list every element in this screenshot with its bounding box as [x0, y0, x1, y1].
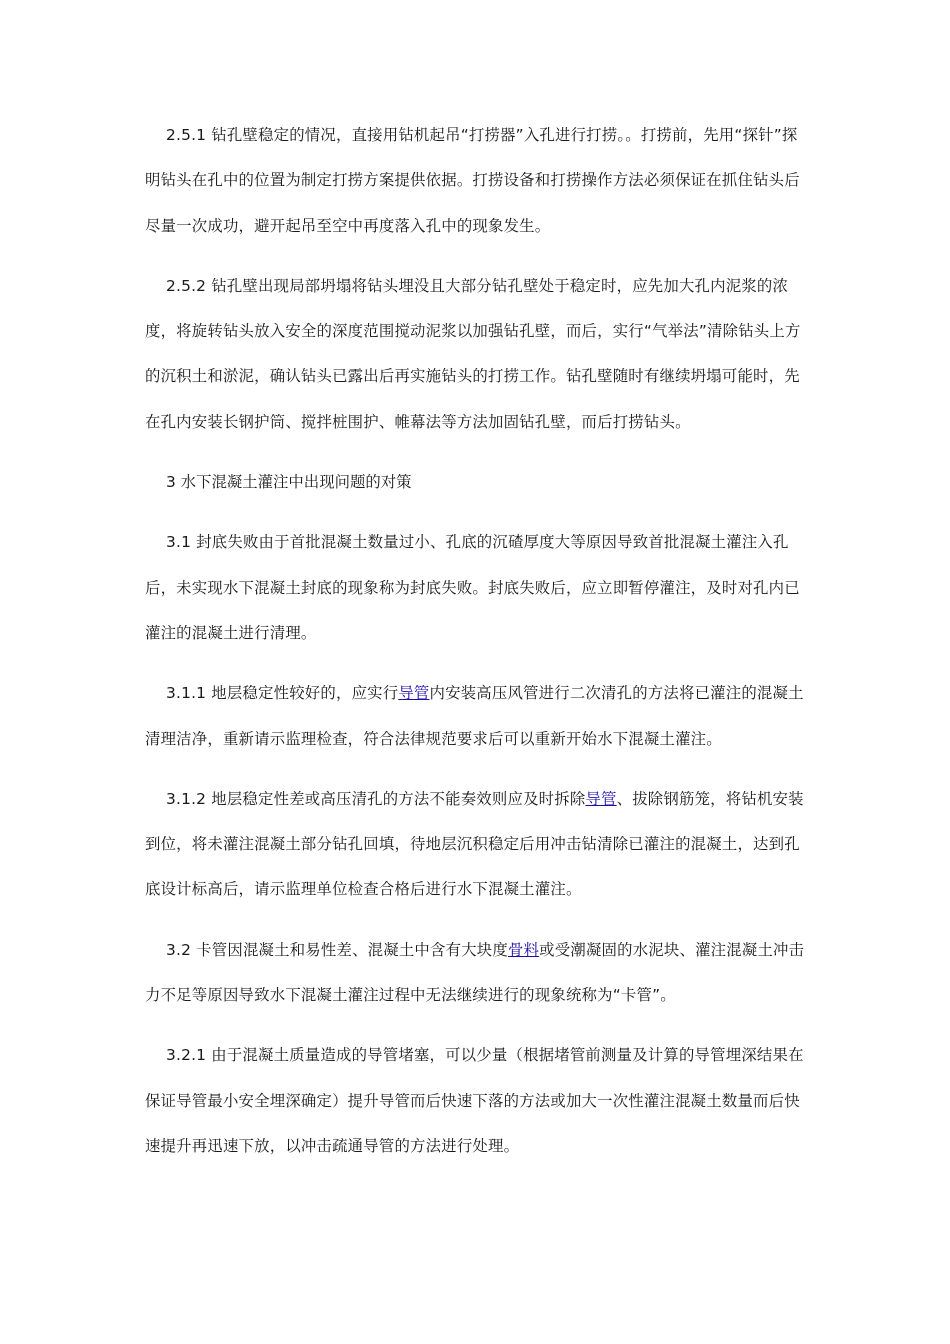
heading-text: 3 水下混凝土灌注中出现问题的对策: [166, 473, 412, 492]
paragraph-2-5-2: [145, 264, 807, 445]
paragraph-text: 3.2 卡管因混凝土和易性差、混凝土中含有大块度: [166, 940, 508, 959]
paragraph-3-2-1: [145, 1033, 807, 1169]
paragraph-text: 2.5.1 钻孔壁稳定的情况，直接用钻机起吊“打捞器”入孔进行打捞。。打捞前，先用“探针”探明钻头在孔中的位置为制定打捞方案提供依据。打捞设备和打捞操作方法必须保证在抓住钻头后尽量一次成功，避开起吊至空中再度落入孔中的现象发生。: [145, 126, 800, 235]
section-heading-3: [145, 460, 807, 505]
paragraph-text: 、拔除钢筋笼，将钻机安装到位，将未灌注混凝土部分钻孔回填，待地层沉积稳定后用冲击钻清除已灌注的混凝土，达到孔底设计标高后，请示监理单位检查合格后进行水下混凝土灌注。: [145, 789, 804, 899]
paragraph-3-1-2: [145, 777, 807, 913]
paragraph-text: 3.1.2 地层稳定性差或高压清孔的方法不能奏效则应及时拆除: [166, 789, 586, 808]
paragraph-2-5-1: [145, 113, 807, 249]
link-guliao[interactable]: 骨料: [507, 940, 540, 959]
paragraph-text: 3.2.1 由于混凝土质量造成的导管堵塞，可以少量（根据堵管前测量及计算的导管埋深结果在保证导管最小安全埋深确定）提升导管而后快速下落的方法或加大一次性灌注混凝土数量而后快速提升再迅速下放，以冲击疏通导管的方法进行处理。: [145, 1046, 804, 1155]
paragraph-3-2: [145, 928, 807, 1019]
link-daoguan[interactable]: 导管: [398, 684, 430, 703]
paragraph-text: 3.1.1 地层稳定性较好的，应实行: [166, 684, 399, 703]
link-daoguan[interactable]: 导管: [585, 789, 617, 808]
paragraph-3-1: [145, 520, 807, 656]
document-page: [145, 113, 807, 1184]
paragraph-text: 或受潮凝固的水泥块、灌注混凝土冲击力不足等原因导致水下混凝土灌注过程中无法继续进行的现象统称为“卡管”。: [145, 940, 805, 1005]
paragraph-3-1-1: [145, 671, 807, 762]
paragraph-text: 内安装高压风管进行二次清孔的方法将已灌注的混凝土清理洁净，重新请示监理检查，符合法律规范要求后可以重新开始水下混凝土灌注。: [145, 684, 804, 748]
paragraph-text: 2.5.2 钻孔壁出现局部坍塌将钻头埋没且大部分钻孔壁处于稳定时，应先加大孔内泥浆的浓度，将旋转钻头放入安全的深度范围搅动泥浆以加强钻孔壁，而后，实行“气举法”清除钻头上方的沉积土和淤泥，确认钻头已露出后再实施钻头的打捞工作。钻孔壁随时有继续坍塌可能时，先在孔内安装长钢护筒、搅拌桩围护、帷幕法等方法加固钻孔壁，而后打捞钻头。: [145, 276, 801, 431]
paragraph-text: 3.1 封底失败由于首批混凝土数量过小、孔底的沉碴厚度大等原因导致首批混凝土灌注入孔后，未实现水下混凝土封底的现象称为封底失败。封底失败后，应立即暂停灌注，及时对孔内已灌注的混凝土进行清理。: [145, 533, 800, 642]
